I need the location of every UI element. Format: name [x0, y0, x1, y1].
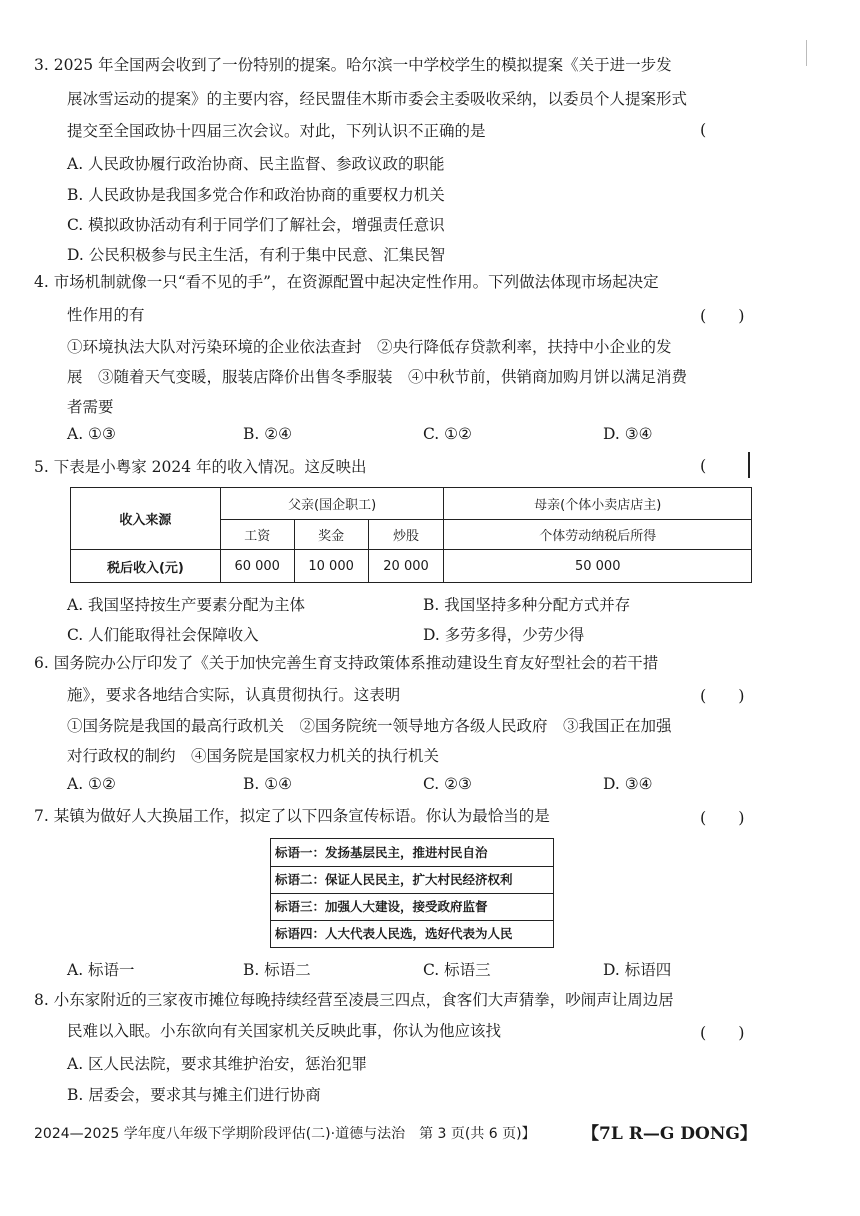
q7-answer-paren: ( ) [700, 808, 745, 827]
q6-option-a: A. ①② [67, 775, 116, 793]
q8-option-b: B. 居委会，要求其与摊主们进行协商 [67, 1086, 321, 1104]
table-cell-stock: 20 000 [368, 550, 444, 583]
q8-option-a: A. 区人民法院，要求其维护治安，惩治犯罪 [67, 1055, 368, 1073]
q3-option-b: B. 人民政协是我国多党合作和政治协商的重要权力机关 [67, 186, 445, 204]
slogan-divider [271, 893, 553, 894]
q4-line-1: 4. 市场机制就像一只“看不见的手”，在资源配置中起决定性作用。下列做法体现市场起决定 [34, 273, 659, 291]
table-header-bonus: 奖金 [294, 520, 368, 550]
q4-option-a: A. ①③ [67, 425, 116, 443]
q8-line-2: 民难以入眠。小东欲向有关国家机关反映此事，你认为他应该找 [67, 1022, 502, 1040]
q4-line-2: 性作用的有 [67, 306, 145, 324]
q6-line-2: 施》，要求各地结合实际，认真贯彻执行。这表明 [67, 686, 401, 704]
q3-line-3: 提交至全国政协十四届三次会议。对此，下列认识不正确的是 [67, 122, 486, 140]
q6-line-1: 6. 国务院办公厅印发了《关于加快完善生育支持政策体系推动建设生育友好型社会的若干措 [34, 654, 659, 672]
q3-option-c: C. 模拟政协活动有利于同学们了解社会，增强责任意识 [67, 216, 445, 234]
q3-option-d: D. 公民积极参与民主生活，有利于集中民意、汇集民智 [67, 246, 446, 264]
table-cell-mother: 50 000 [444, 550, 752, 583]
q5-line-1: 5. 下表是小粤家 2024 年的收入情况。这反映出 [34, 458, 367, 476]
q5-option-a: A. 我国坚持按生产要素分配为主体 [67, 596, 306, 614]
q5-option-d: D. 多劳多得，少劳少得 [423, 626, 585, 644]
q4-option-b: B. ②④ [243, 425, 293, 443]
q6-answer-paren: ( ) [700, 686, 745, 705]
q6-line-3: ①国务院是我国的最高行政机关 ②国务院统一领导地方各级人民政府 ③我国正在加强 [67, 717, 672, 735]
income-table [70, 487, 752, 583]
slogan-1: 标语一：发扬基层民主，推进村民自治 [275, 845, 488, 860]
slogan-2: 标语二：保证人民民主，扩大村民经济权利 [275, 872, 513, 887]
q3-line-1: 3. 2025 年全国两会收到了一份特别的提案。哈尔滨一中学校学生的模拟提案《关于进一步发 [34, 56, 672, 74]
q4-line-3: ①环境执法大队对污染环境的企业依法查封 ②央行降低存贷款利率，扶持中小企业的发 [67, 338, 672, 356]
q3-option-a: A. 人民政协履行政治协商、民主监督、参政议政的职能 [67, 155, 445, 173]
slogan-3: 标语三：加强人大建设，接受政府监督 [275, 899, 488, 914]
page-footer: 2024—2025 学年度八年级下学期阶段评估(二)·道德与法治 第 3 页(共 6 页)】 [34, 1126, 536, 1142]
table-header-stock: 炒股 [368, 520, 444, 550]
q7-option-a: A. 标语一 [67, 961, 135, 979]
q6-option-b: B. ①④ [243, 775, 293, 793]
table-cell-bonus: 10 000 [294, 550, 368, 583]
q6-option-d: D. ③④ [603, 775, 653, 793]
q4-line-4: 展 ③随着天气变暖，服装店降价出售冬季服装 ④中秋节前，供销商加购月饼以满足消费 [67, 368, 688, 386]
q4-answer-paren: ( ) [700, 306, 745, 325]
q4-line-5: 者需要 [67, 398, 114, 416]
q5-answer-paren: ( [700, 456, 707, 475]
table-row-label: 税后收入(元) [71, 550, 221, 583]
q8-line-1: 8. 小东家附近的三家夜市摊位每晚持续经营至凌晨三四点，食客们大声猜拳，吵闹声让周边居 [34, 991, 674, 1009]
q3-line-2: 展冰雪运动的提案》的主要内容，经民盟佳木斯市委会主委吸收采纳，以委员个人提案形式 [67, 90, 688, 108]
slogan-4: 标语四：人大代表人民选，选好代表为人民 [275, 926, 513, 941]
table-cell-wage: 60 000 [220, 550, 294, 583]
q7-option-d: D. 标语四 [603, 961, 672, 979]
table-header-father: 父亲(国企职工) [220, 488, 444, 520]
q5-option-b: B. 我国坚持多种分配方式并存 [423, 596, 631, 614]
table-header-wage: 工资 [220, 520, 294, 550]
q4-option-c: C. ①② [423, 425, 472, 443]
q6-option-c: C. ②③ [423, 775, 472, 793]
slogan-box [270, 838, 554, 948]
table-header-mother-income: 个体劳动纳税后所得 [444, 520, 752, 550]
paper-code-tag: 【7L R—G DONG】 [582, 1124, 757, 1144]
q8-answer-paren: ( ) [700, 1023, 745, 1042]
q4-option-d: D. ③④ [603, 425, 653, 443]
slogan-divider [271, 920, 553, 921]
table-header-source: 收入来源 [71, 488, 221, 550]
q7-option-b: B. 标语二 [243, 961, 311, 979]
page-edge-mark [806, 40, 807, 66]
scan-edge-line [748, 452, 750, 478]
q7-line-1: 7. 某镇为做好人大换届工作，拟定了以下四条宣传标语。你认为最恰当的是 [34, 807, 550, 825]
q5-option-c: C. 人们能取得社会保障收入 [67, 626, 259, 644]
slogan-divider [271, 866, 553, 867]
q6-line-4: 对行政权的制约 ④国务院是国家权力机关的执行机关 [67, 747, 440, 765]
q7-option-c: C. 标语三 [423, 961, 491, 979]
table-header-mother: 母亲(个体小卖店店主) [444, 488, 752, 520]
q3-answer-paren: ( [700, 120, 707, 139]
